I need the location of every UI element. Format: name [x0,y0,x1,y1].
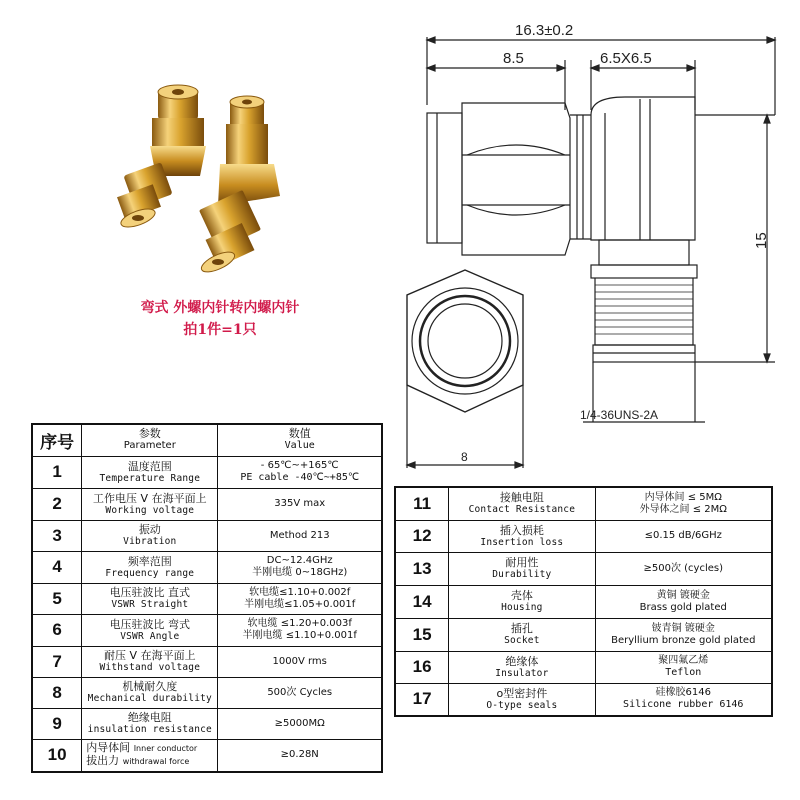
param-en: Temperature Range [99,472,201,484]
param-en: Socket [504,635,540,646]
value-line-2: 外导体之间 ≤ 2MΩ [639,503,727,515]
param-en: Frequency range [105,567,195,579]
value-line-1: 铍青铜 镀硬金 [651,622,715,634]
table-row [32,456,382,488]
row-number: 4 [52,557,62,576]
row-number: 11 [413,493,432,513]
param-cn: 绝缘体 [505,654,539,668]
param-cn: 内导体间 [86,741,131,755]
value-line-1: 软电缆≤1.10+0.002f [249,586,351,598]
table-row [32,520,382,551]
value-line-2: Beryllium bronze gold plated [611,634,756,646]
dim-hex-width: 8 [461,450,468,464]
row-number: 7 [52,651,62,671]
value-line-1: 黄铜 镀硬金 [656,589,710,601]
param-cn: 工作电压 V 在海平面上 [93,491,207,505]
value-line-2: Teflon [665,667,702,678]
param-en: Vibration [123,536,177,547]
value-line-2: 半刚电缆≤1.05+0.001f [244,598,356,610]
value-line-1: 500次 Cycles [267,686,333,698]
value-line-1: DC~12.4GHz [266,555,333,566]
value-line-1: ≥0.28N [280,749,319,761]
table-row [395,683,772,716]
row-number: 13 [412,558,432,578]
table-row [395,552,772,585]
value-line-1: ≤0.15 dB/6GHz [644,530,722,541]
param-en: Insulator [495,667,549,679]
table-row [32,551,382,583]
row-number: 15 [412,624,432,644]
row-number: 16 [412,657,432,676]
value-line-1: 内导体间 ≤ 5MΩ [644,491,722,503]
param-en: VSWR Straight [111,599,189,610]
row-number: 9 [52,713,62,733]
param-cn: 耐用性 [505,556,539,569]
value-line-1: 聚四氟乙烯 [658,655,709,666]
value-line-2: 半刚电缆 ≤1.10+0.001f [242,630,357,641]
param-cn: 插孔 [510,622,533,635]
param-en-small: withdrawal force [122,757,190,767]
param-en: O-type seals [486,699,558,711]
row-number: 8 [52,682,62,702]
thread-spec: 1/4-36UNS-2A [580,408,659,422]
param-en: 拔出力 [86,754,120,768]
param-en: Contact Resistance [468,504,576,516]
table-row [32,488,382,520]
param-en: Mechanical durability [87,693,212,704]
dim-overall-length: 16.3±0.2 [515,22,574,39]
table-row [395,651,772,683]
param-en: Working voltage [105,504,195,516]
dim-left-length: 8.5 [503,50,524,67]
table-row [32,739,382,772]
caption-line-1: 弯式 外螺内针转内螺内针 [140,300,300,316]
value-line-1: ≥5000MΩ [274,717,325,729]
param-en: VSWR Angle [120,630,180,642]
param-cn: 插入损耗 [499,523,544,537]
row-number: 5 [52,588,62,608]
param-cn: 接触电阻 [499,491,544,505]
param-cn: 振动 [138,523,161,536]
spec-table-left [31,423,383,773]
row-number: 2 [52,494,62,513]
table-row [395,585,772,618]
table-row [32,646,382,677]
row-number: 10 [47,745,67,765]
param-en: insulation resistance [87,724,212,735]
param-cn: 电压驻波比 直式 [109,586,191,599]
table-row [32,677,382,708]
value-line-1: 1000V rms [272,655,327,667]
table-row [32,583,382,614]
table-row [395,618,772,651]
param-cn: o型密封件 [496,686,548,700]
param-en: Housing [501,602,543,613]
spec-table-right [394,486,773,717]
header-parameter: 参数 Parameter [82,424,218,456]
value-line-1: 软电缆 ≤1.20+0.003f [247,618,352,629]
row-number: 17 [412,689,432,709]
row-number: 3 [52,525,62,545]
value-line-2: Silicone rubber 6146 [623,699,744,711]
param-cn: 电压驻波比 弯式 [109,617,191,631]
value-line-2: 半刚电缆 0~18GHz) [252,567,348,578]
product-photo [110,80,320,280]
param-en: Durability [492,569,552,580]
param-cn: 频率范围 [127,554,172,568]
technical-drawing [395,15,795,475]
value-line-2: Brass gold plated [639,601,727,613]
caption-line-2: 拍1件=1只 [183,322,257,338]
table-header-row [32,424,382,456]
param-cn-small: Inner conductor [133,744,198,754]
row-number: 14 [412,591,432,611]
param-cn: 机械耐久度 [122,680,178,693]
dim-height: 15 [753,232,770,249]
value-line-1: 335V max [274,498,326,509]
value-line-1: - 65℃~+165℃ [260,460,339,471]
row-number: 6 [52,620,62,639]
row-number: 1 [52,462,62,481]
product-caption [90,297,350,341]
param-cn: 绝缘电阻 [127,711,172,724]
value-line-1: 硅橡胶6146 [655,687,711,699]
param-cn: 温度范围 [127,459,172,473]
value-line-1: ≥500次 (cycles) [643,562,724,574]
param-cn: 壳体 [510,589,533,602]
value-line-2: PE cable -40℃~+85℃ [240,472,360,483]
header-seq: 序号 [32,424,82,456]
dim-hex-size: 6.5X6.5 [600,50,652,67]
table-row [32,614,382,646]
table-row [395,520,772,552]
value-line-1: Method 213 [269,529,330,541]
param-en: Withstand voltage [99,662,201,673]
table-row [395,487,772,520]
header-value: 数值 Value [218,424,382,456]
table-row [32,708,382,739]
param-cn: 耐压 V 在海平面上 [104,649,196,662]
param-en: Insertion loss [480,536,564,548]
row-number: 12 [412,526,432,545]
